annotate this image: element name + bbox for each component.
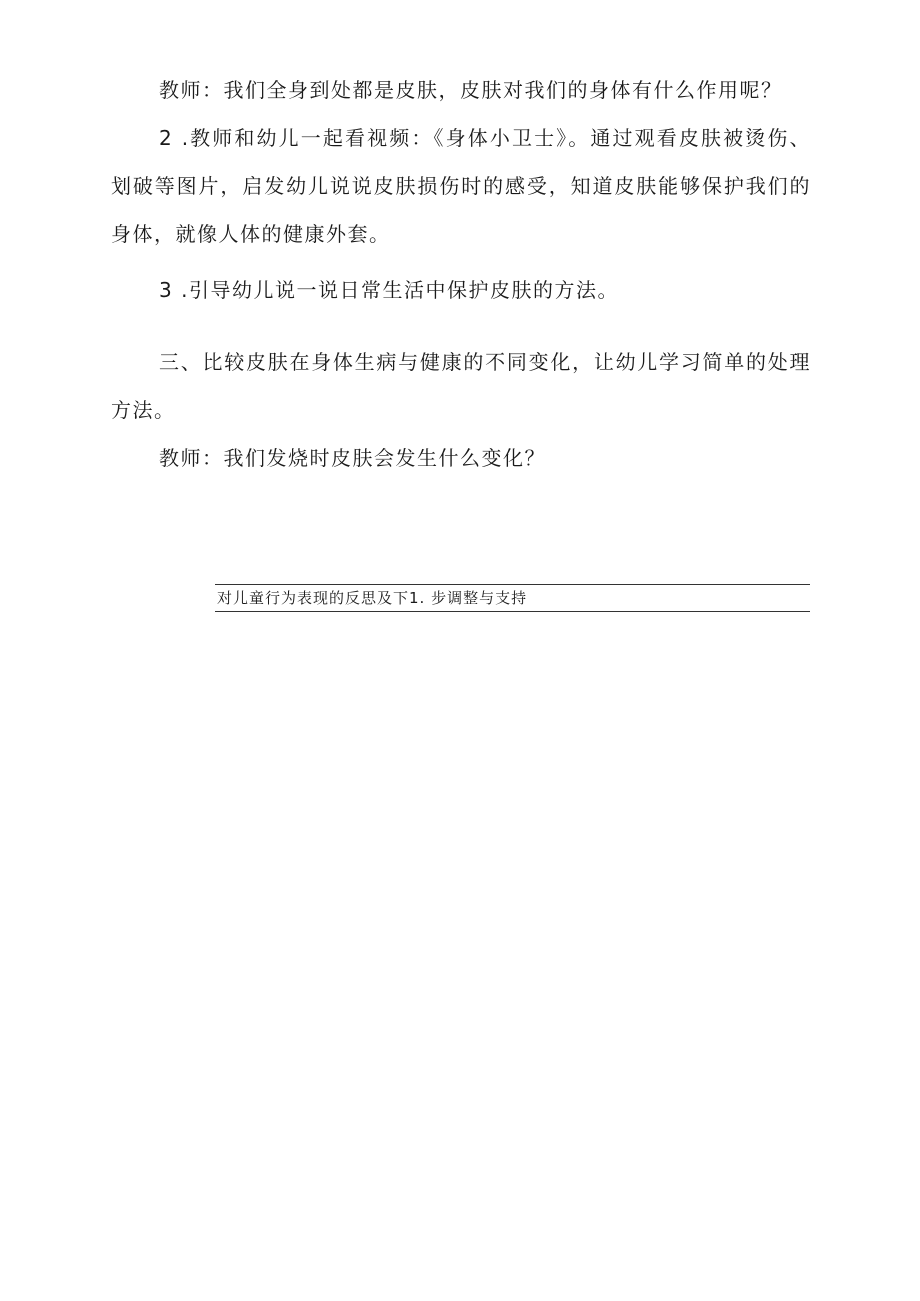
paragraph-section-3-heading: 三、比较皮肤在身体生病与健康的不同变化，让幼儿学习简单的处理方法。	[111, 350, 811, 422]
paragraph-step-2-video: 2 .教师和幼儿一起看视频：《身体小卫士》。通过观看皮肤被烫伤、划破等图片，启发幼儿说说皮肤损伤时的感受，知道皮肤能够保护我们的身体，就像人体的健康外套。	[111, 126, 811, 246]
paragraph-step-3-protect-skin: 3 .引导幼儿说一说日常生活中保护皮肤的方法。	[159, 278, 619, 302]
reflection-table-row	[215, 584, 810, 612]
paragraph-teacher-question-fever: 教师：我们发烧时皮肤会发生什么变化？	[159, 446, 546, 470]
paragraph-teacher-question-skin-function: 教师：我们全身到处都是皮肤，皮肤对我们的身体有什么作用呢？	[159, 78, 783, 102]
reflection-table-label: 对儿童行为表现的反思及下1. 步调整与支持	[217, 589, 528, 607]
